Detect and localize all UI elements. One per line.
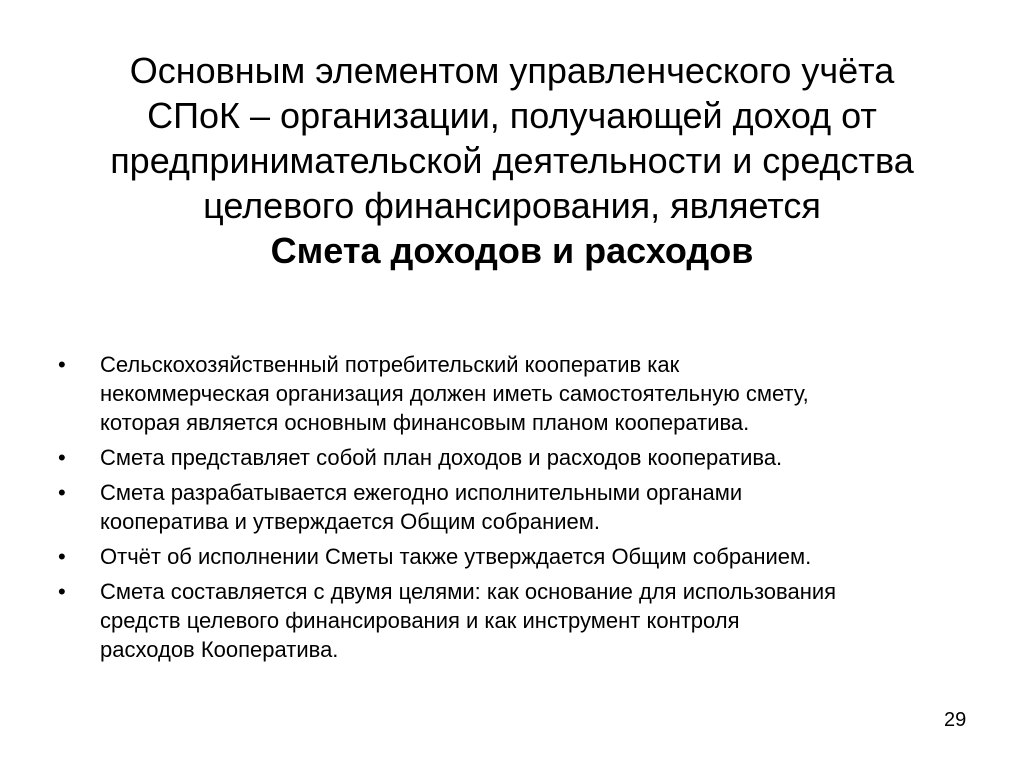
bullet-item [58,350,988,437]
slide-title [40,48,984,273]
bullet-text-line: которая является основным финансовым планом кооператива. [100,410,750,435]
bullet-dot-icon: • [58,544,66,569]
bullet-text-line: средств целевого финансирования и как инструмент контроля [100,608,740,633]
title-line-4: целевого финансирования, является [203,185,821,226]
bullet-list [58,350,988,670]
bullet-text-line: некоммерческая организация должен иметь самостоятельную смету, [100,381,809,406]
bullet-text-line: Отчёт об исполнении Сметы также утверждается Общим собранием. [100,544,812,569]
bullet-text-line: Смета составляется с двумя целями: как основание для использования [100,579,837,604]
bullet-dot-icon: • [58,445,66,470]
bullet-item [58,577,988,664]
title-line-2: СПоК – организации, получающей доход от [147,95,877,136]
bullet-text-line: Смета разрабатывается ежегодно исполнительными органами [100,480,743,505]
title-line-1: Основным элементом управленческого учёта [129,50,895,91]
bullet-dot-icon: • [58,480,66,505]
bullet-text-line: Смета представляет собой план доходов и расходов кооператива. [100,445,783,470]
bullet-item [58,478,988,536]
bullet-dot-icon: • [58,352,66,377]
bullet-item [58,443,988,472]
bullet-text-line: Сельскохозяйственный потребительский кооператив как [100,352,680,377]
title-line-3: предпринимательской деятельности и средства [110,140,914,181]
bullet-dot-icon: • [58,579,66,604]
bullet-text-line: кооператива и утверждается Общим собранием. [100,509,600,534]
page-number: 29 [944,709,967,731]
bullet-text-line: расходов Кооператива. [100,637,339,662]
bullet-item [58,542,988,571]
title-emphasis: Смета доходов и расходов [270,230,754,271]
